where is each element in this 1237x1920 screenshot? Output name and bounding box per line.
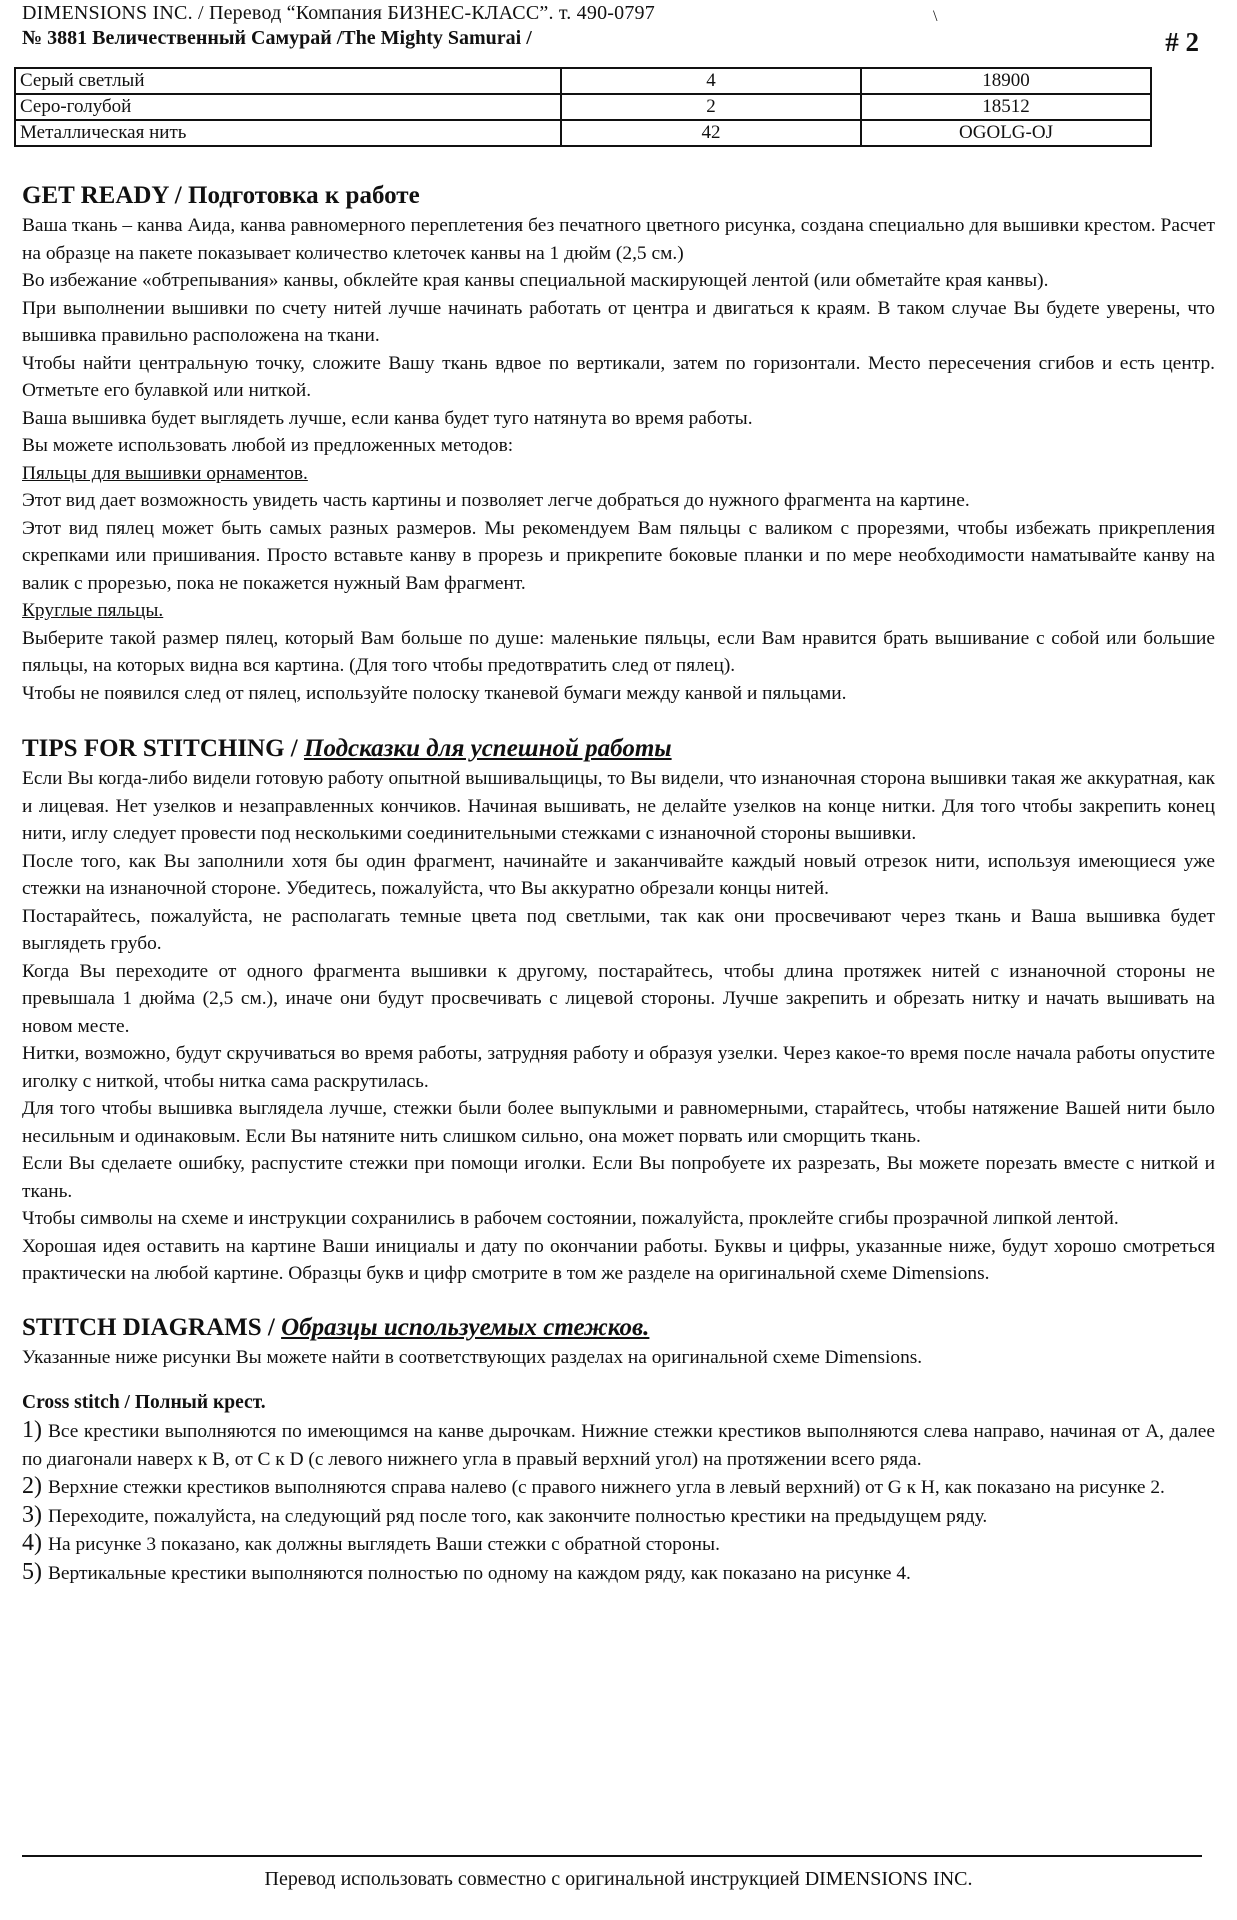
paragraph: Ваша вышивка будет выглядеть лучше, если канва будет туго натянута во время работы.: [22, 407, 753, 429]
item-text: Вертикальные крестики выполняются полностью по одному на каждом ряду, как показано на рисунке 4.: [48, 1562, 911, 1584]
get-ready-heading: [22, 180, 1215, 212]
thread-code: 18900: [861, 68, 1151, 94]
paragraph: Выберите такой размер пялец, который Вам больше по душе: маленькие пяльцы, если Вам нравится брать вышивание с собой или большие пяльцы, на которых видна вся картина. (Для того чтобы предотвратить след от пялец).: [22, 627, 1215, 676]
list-item: [22, 1473, 1215, 1502]
paragraph: Этот вид пялец может быть самых разных размеров. Мы рекомендуем Вам пяльцы с валиком с прорезями, чтобы избежать прикрепления скрепками или пришивания. Просто вставьте канву в прорезь и прикрепите боковые планки и по мере необходимости наматывайте канву на валик с прорезью, пока не покажется нужный Вам фрагмент.: [22, 517, 1215, 594]
thread-code: 18512: [861, 94, 1151, 120]
heading-ru: Подсказки для успешной работы: [304, 735, 672, 762]
thread-code: OGOLG-OJ: [861, 120, 1151, 146]
heading-ru: Подготовка к работе: [188, 182, 420, 209]
paragraph: Чтобы найти центральную точку, сложите Вашу ткань вдвое по вертикали, затем по горизонтали. Место пересечения сгибов и есть центр. Отметьте его булавкой или ниткой.: [22, 352, 1215, 401]
paragraph: Во избежание «обтрепывания» канвы, обклейте края канвы специальной маскирующей лентой (или обметайте края канвы).: [22, 270, 1049, 291]
paragraph: Если Вы сделаете ошибку, распустите стежки при помощи иголки. Если Вы попробуете их разрезать, Вы можете порезать вместе с ниткой и ткань.: [22, 1153, 1215, 1202]
document-body: [22, 180, 1215, 1587]
paragraph: Указанные ниже рисунки Вы можете найти в соответствующих разделах на оригинальной схеме Dimensions.: [22, 1346, 923, 1368]
list-item: [22, 1530, 1215, 1559]
header-mark: \: [933, 8, 938, 25]
paragraph: После того, как Вы заполнили хотя бы один фрагмент, начинайте и заканчивайте каждый новый отрезок нити, используя имеющиеся уже стежки на изнаночной стороне. Убедитесь, пожалуйста, что Вы аккуратно обрезали концы нитей.: [22, 850, 1215, 899]
item-text: Верхние стежки крестиков выполняются справа налево (с правого нижнего угла в левый верхний) от G к H, как показано на рисунке 2.: [48, 1477, 1165, 1498]
footer-divider: [22, 1855, 1202, 1857]
paragraph: Постарайтесь, пожалуйста, не располагать темные цвета под светлыми, так как они просвечивают через ткань и Ваша вышивка будет выглядеть грубо.: [22, 905, 1215, 954]
list-item: [22, 1417, 1215, 1473]
thread-name: Серо-голубой: [15, 94, 561, 120]
paragraph: Чтобы символы на схеме и инструкции сохранились в рабочем состоянии, пожалуйста, проклейте сгибы прозрачной липкой лентой.: [22, 1208, 1119, 1229]
item-number: 4): [22, 1530, 42, 1556]
subheading-ornament-hoops: Пяльцы для вышивки орнаментов.: [22, 462, 308, 484]
paragraph: Нитки, возможно, будут скручиваться во время работы, затрудняя работу и образуя узелки. Через какое-то время после начала работы опустите иголку с ниткой, чтобы нитка сама раскрутилась.: [22, 1043, 1215, 1092]
list-item: [22, 1502, 1215, 1531]
header-publisher-line: DIMENSIONS INC. / Перевод “Компания БИЗНЕС-КЛАСС”. т. 490-0797: [22, 2, 655, 24]
paragraph: Если Вы когда-либо видели готовую работу опытной вышивальщицы, то Вы видели, что изнаночная сторона вышивки такая же аккуратная, как и лицевая. Нет узелков и незаправленных кончиков. Начиная вышивать, не делайте узелков на конце нитки. Для того чтобы закрепить конец нити, иглу следует провести под несколькими соединительными стежками с изнаночной стороны вышивки.: [22, 768, 1215, 844]
thread-count: 42: [561, 120, 861, 146]
heading-en: GET READY /: [22, 182, 189, 209]
paragraph: Вы можете использовать любой из предложенных методов:: [22, 435, 514, 456]
header-title-line: № 3881 Величественный Самурай /The Mighty Samurai /: [22, 27, 532, 49]
tips-heading: [22, 733, 1215, 765]
footer-note: Перевод использовать совместно с оригинальной инструкцией DIMENSIONS INC.: [264, 1868, 973, 1890]
paragraph: Хорошая идея оставить на картине Ваши инициалы и дату по окончании работы. Буквы и цифры, указанные ниже, будут хорошо смотреться практически на любой картине. Образцы букв и цифр смотрите в том же разделе на оригинальной схеме Dimensions.: [22, 1235, 1215, 1284]
item-number: 1): [22, 1417, 42, 1443]
table-row: [15, 68, 1151, 94]
page-number: # 2: [1165, 27, 1199, 57]
paragraph: При выполнении вышивки по счету нитей лучше начинать работать от центра и двигаться к краям. В таком случае Вы будете уверены, что вышивка правильно расположена на ткани.: [22, 297, 1215, 346]
item-text: Переходите, пожалуйста, на следующий ряд после того, как закончите полностью крестики на предыдущем ряду.: [48, 1505, 988, 1527]
thread-name: Серый светлый: [15, 68, 561, 94]
item-text: Все крестики выполняются по имеющимся на канве дырочкам. Нижние стежки крестиков выполняются слева направо, начиная от А, далее по диагонали наверх к В, от С к D (с левого нижнего угла в правый верхний угол) на протяжении всего ряда.: [22, 1421, 1215, 1470]
table-row: [15, 94, 1151, 120]
paragraph: Для того чтобы вышивка выглядела лучше, стежки были более выпуклыми и равномерными, старайтесь, чтобы натяжение Вашей нити было несильным и одинаковым. Если Вы натяните нить слишком сильно, она может порвать или сморщить ткань.: [22, 1098, 1215, 1147]
paragraph: Ваша ткань – канва Аида, канва равномерного переплетения без печатного цветного рисунка, создана специально для вышивки крестом. Расчет на образце на пакете показывает количество клеточек канвы на 1 дюйм (2,5 см.): [22, 215, 1215, 264]
paragraph: Чтобы не появился след от пялец, используйте полоску тканевой бумаги между канвой и пяльцами.: [22, 682, 847, 704]
thread-count: 4: [561, 68, 861, 94]
item-text: На рисунке 3 показано, как должны выглядеть Ваши стежки с обратной стороны.: [48, 1534, 720, 1555]
item-number: 3): [22, 1501, 42, 1528]
heading-en: TIPS FOR STITCHING /: [22, 735, 305, 762]
heading-ru: Образцы используемых стежков.: [281, 1313, 650, 1341]
item-number: 5): [22, 1558, 42, 1585]
subheading-round-hoops: Круглые пяльцы.: [22, 600, 164, 621]
thread-name: Металлическая нить: [15, 120, 561, 146]
stitch-diagrams-heading: [22, 1312, 1215, 1344]
item-number: 2): [22, 1473, 42, 1499]
paragraph: Когда Вы переходите от одного фрагмента вышивки к другому, постарайтесь, чтобы длина протяжек нитей с изнаночной стороны не превышала 1 дюйма (2,5 см.), иначе они будут просвечивать с лицевой стороны. Лучше закрепить и обрезать нитку и начать вышивать на новом месте.: [22, 960, 1215, 1037]
cross-stitch-heading: Cross stitch / Полный крест.: [22, 1392, 266, 1413]
paragraph: Этот вид дает возможность увидеть часть картины и позволяет легче добраться до нужного фрагмента на картине.: [22, 490, 970, 511]
list-item: [22, 1559, 1215, 1588]
thread-table: [14, 67, 1152, 147]
heading-en: STITCH DIAGRAMS /: [22, 1313, 282, 1341]
thread-count: 2: [561, 94, 861, 120]
table-row: [15, 120, 1151, 146]
